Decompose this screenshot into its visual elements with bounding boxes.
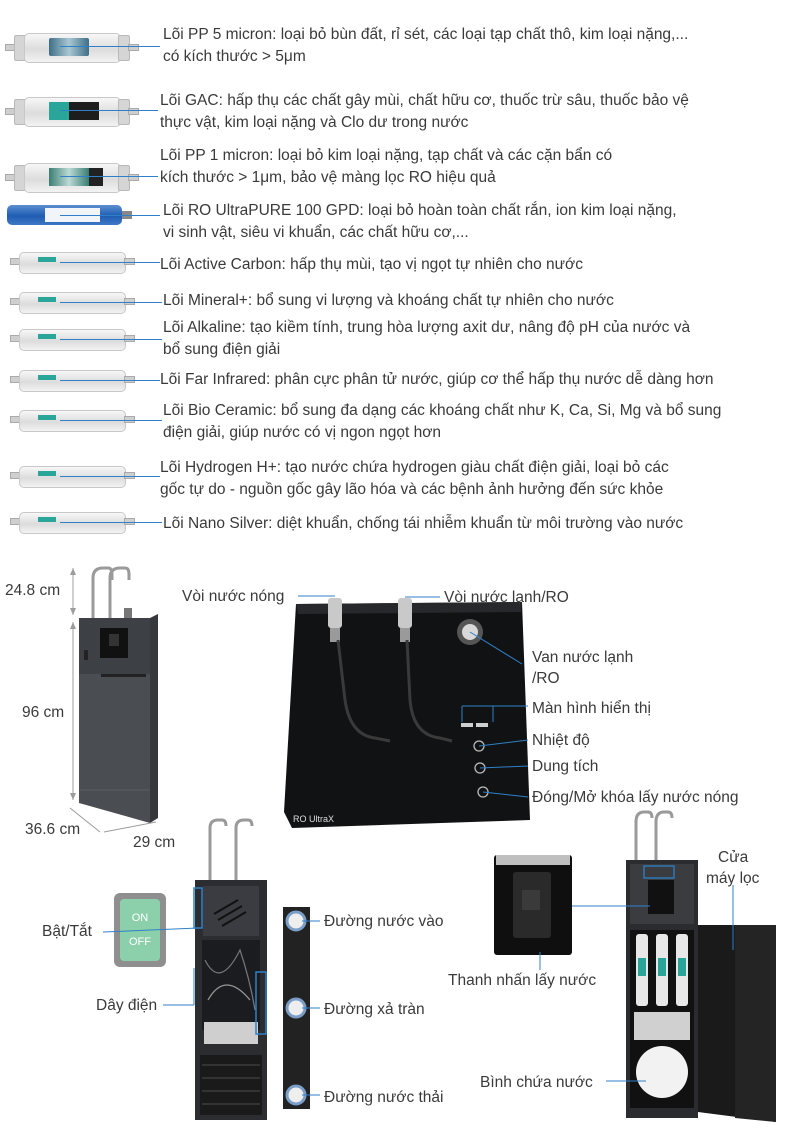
filter-active-carbon-text: Lõi Active Carbon: hấp thụ mùi, tạo vị ngọt tự nhiên cho nước [160,256,583,273]
power-cable-label: Dây điện [96,997,158,1014]
filter-ro-text: Lõi RO UltraPURE 100 GPD: loại bỏ hoàn toàn chất rắn, ion kim loại nặng, vi sinh vật, siêu vi khuẩn, các chất hữu cơ,... [163,202,677,241]
door-label: Cửa [718,849,749,866]
dispense-bar-label: Thanh nhấn lấy nước [448,972,597,989]
display-label: Màn hình hiển thị [532,700,651,717]
power-switch-label: Bật/Tắt [42,923,92,940]
switch-on-text: ON [131,912,149,924]
waste-label: Đường nước thải [324,1089,444,1106]
filter-mineral-text: Lõi Mineral+: bổ sung vi lượng và khoáng chất tự nhiên cho nước [163,292,614,309]
dimension-depth: 36.6 cm [25,821,81,838]
dimension-body-height: 96 cm [22,704,65,721]
cold-tap-label: Vòi nước lạnh/RO [444,589,569,606]
cold-valve-label: Van nước lạnh /RO [532,649,634,687]
filter-gac-text: Lõi GAC: hấp thụ các chất gây mùi, chất hữu cơ, thuốc trừ sâu, thuốc bảo vệ thực vật, kim loại nặng và Clo dư trong nước [160,92,689,131]
door-label-2: máy lọc [706,870,760,887]
panel-brand-logo: RO UltraX [293,814,335,824]
dimension-width: 29 cm [133,834,176,851]
hot-tap-label: Vòi nước nóng [182,588,285,605]
tank-label: Bình chứa nước [480,1074,593,1091]
filter-hydrogen-text: Lõi Hydrogen H+: tạo nước chứa hydrogen giàu chất điện giải, loại bỏ các gốc tự do - nguồn gốc gây lão hóa và các bệnh ảnh hưởng đến sức khỏe [160,459,669,498]
filter-pp5-text: Lõi PP 5 micron: loại bỏ bùn đất, rỉ sét, các loại tạp chất thô, kim loại nặng,... có kích thước > 5μm [163,26,689,65]
filter-pp1-text: Lõi PP 1 micron: loại bỏ kim loại nặng, tạp chất và các cặn bẩn có kích thước > 1μm, bảo vệ màng lọc RO hiệu quả [160,147,613,186]
switch-off-text: OFF [129,936,151,948]
overflow-label: Đường xả tràn [324,1001,425,1018]
volume-label: Dung tích [532,758,599,775]
dimension-top-height: 24.8 cm [5,582,61,599]
temperature-label: Nhiệt độ [532,732,590,749]
filter-nano-silver-text: Lõi Nano Silver: diệt khuẩn, chống tái nhiễm khuẩn từ môi trường vào nước [163,515,684,532]
filter-alkaline-text: Lõi Alkaline: tạo kiềm tính, trung hòa lượng axit dư, nâng độ pH của nước và bổ sung điện giải [163,319,691,358]
water-in-label: Đường nước vào [324,913,444,930]
filter-far-infrared-text: Lõi Far Infrared: phân cực phân tử nước, giúp cơ thể hấp thụ nước dễ dàng hơn [160,371,714,388]
filter-bio-ceramic-text: Lõi Bio Ceramic: bổ sung đa dạng các khoáng chất như K, Ca, Si, Mg và bổ sung điện giải, giúp nước có vị ngon ngọt hơn [163,402,722,441]
hot-lock-label: Đóng/Mở khóa lấy nước nóng [532,789,739,806]
